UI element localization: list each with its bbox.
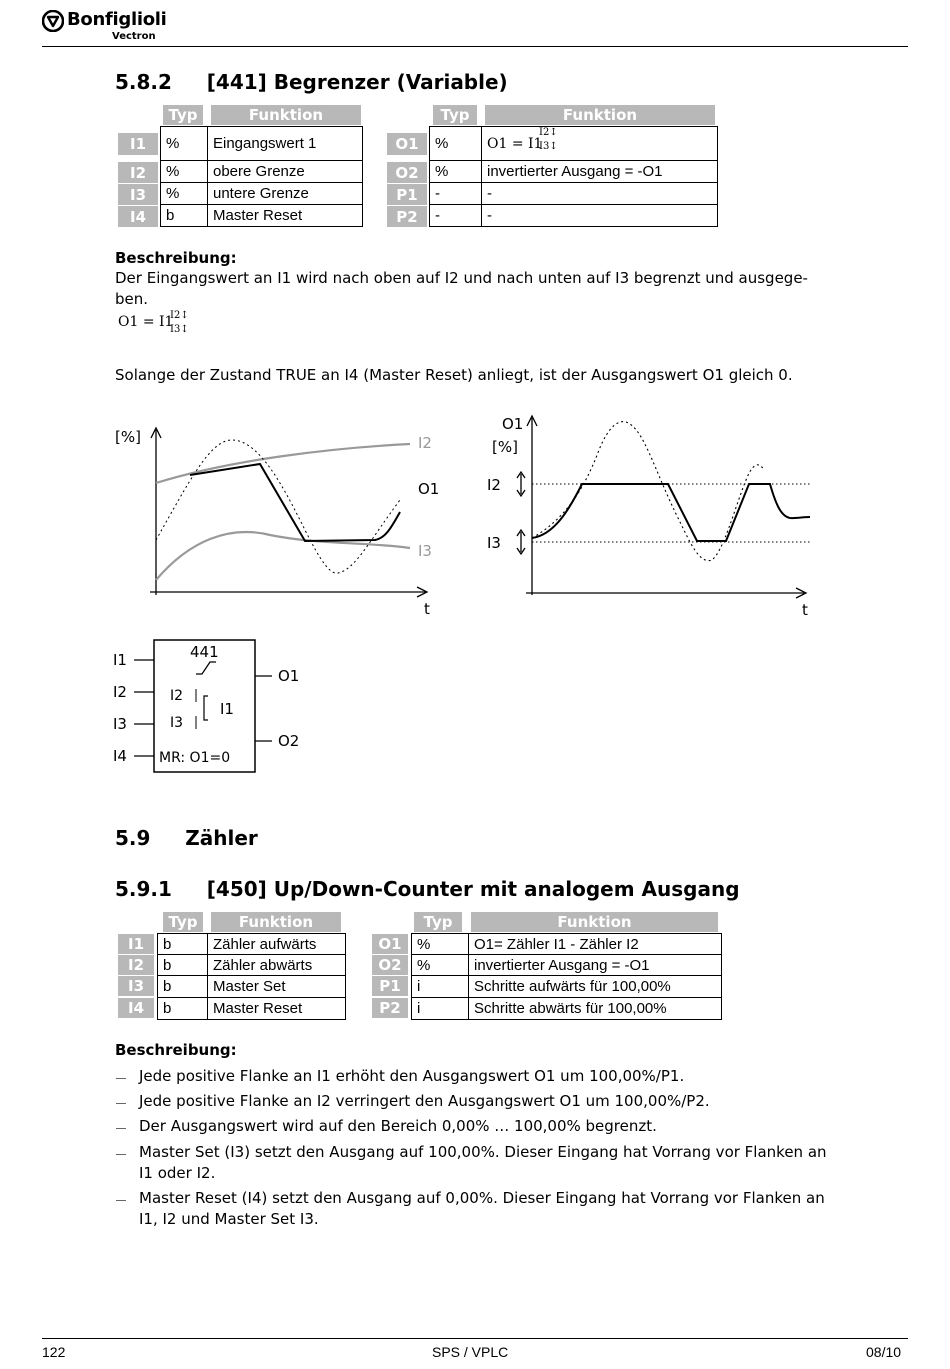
axis-t: t — [424, 600, 430, 618]
series-i1 — [156, 440, 400, 573]
brand-logo — [42, 8, 172, 44]
bullet-dash-icon — [116, 1200, 126, 1201]
section-title-591: 5.9.1 [450] Up/Down-Counter mit analogem Ausgang — [115, 877, 740, 901]
cell-typ: i — [411, 997, 469, 1020]
bracket-icon — [204, 696, 208, 720]
col-header-typ-out: Typ — [414, 912, 462, 932]
cell-funktion: Schritte abwärts für 100,00% — [468, 997, 722, 1020]
cell-typ: b — [157, 975, 208, 998]
brand-name: Bonfiglioli — [67, 9, 167, 30]
row-label-i3: I3 — [118, 976, 154, 996]
limiter-symbol-icon — [196, 662, 216, 674]
formula-block: O1 = I1 I2↕ I3↕ — [118, 310, 189, 335]
cell-typ: % — [160, 160, 208, 183]
description-line: Der Eingangswert an I1 wird nach oben auf I2 und nach unten auf I3 begrenzt und ausgege- — [115, 269, 808, 287]
cell-funktion: invertierter Ausgang = -O1 — [468, 954, 722, 976]
cell-typ: % — [429, 126, 482, 161]
function-block-441 — [110, 634, 330, 784]
bullet-item-continuation: I1 oder I2. — [139, 1164, 216, 1182]
header-rule — [42, 46, 908, 47]
row-label-i3: I3 — [118, 184, 158, 205]
bullet-item: Master Reset (I4) setzt den Ausgang auf 0,00%. Dieser Eingang hat Vorrang vor Flanken an — [139, 1189, 825, 1207]
legend-i3: I3 — [418, 542, 432, 560]
bullet-item: Master Set (I3) setzt den Ausgang auf 100,00%. Dieser Eingang hat Vorrang vor Flanken an — [139, 1143, 827, 1161]
row-label-o1: O1 — [372, 934, 408, 954]
row-label-o2: O2 — [387, 162, 427, 183]
footer-rule — [42, 1338, 908, 1339]
axis-t: t — [802, 601, 808, 619]
cell-funktion: Master Set — [207, 975, 346, 998]
row-label-i1: I1 — [118, 934, 154, 954]
bullet-dash-icon — [116, 1078, 126, 1079]
col-header-funktion-out: Funktion — [485, 105, 715, 125]
footer-date: 08/10 — [866, 1344, 902, 1360]
cell-typ: b — [157, 933, 208, 955]
bullet-item: Jede positive Flanke an I1 erhöht den Ausgangswert O1 um 100,00%/P1. — [139, 1067, 685, 1085]
brand-sub: Vectron — [112, 31, 156, 42]
row-label-i4: I4 — [118, 206, 158, 227]
cell-funktion: - — [481, 204, 718, 227]
cell-typ: % — [429, 160, 482, 183]
row-label-p2: P2 — [372, 998, 408, 1018]
row-label-i2: I2 — [118, 162, 158, 183]
col-header-typ-out: Typ — [433, 105, 477, 125]
bullet-item: Der Ausgangswert wird auf den Bereich 0,00% … 100,00% begrenzt. — [139, 1117, 657, 1135]
formula-o1: O1 = I1 I2↕ I3↕ — [487, 126, 558, 152]
cell-funktion: untere Grenze — [207, 182, 363, 205]
row-label-i2: I2 — [118, 955, 154, 975]
block-in-i2: I2 — [113, 683, 127, 701]
row-label-o1: O1 — [387, 133, 427, 155]
col-header-typ: Typ — [163, 105, 203, 125]
col-header-funktion-out: Funktion — [471, 912, 718, 932]
block-label-i2: I2 — [170, 688, 184, 704]
block-label-i1: I1 — [220, 700, 234, 718]
cell-funktion: Master Reset — [207, 204, 363, 227]
cell-typ: b — [157, 997, 208, 1020]
cell-typ: i — [411, 975, 469, 998]
legend-i2: I2 — [487, 476, 501, 494]
cell-typ: b — [160, 204, 208, 227]
cell-funktion: Schritte aufwärts für 100,00% — [468, 975, 722, 998]
cell-typ: - — [429, 204, 482, 227]
cell-funktion: O1= Zähler I1 - Zähler I2 — [468, 933, 722, 955]
cell-funktion: Zähler aufwärts — [207, 933, 346, 955]
col-header-funktion: Funktion — [211, 105, 361, 125]
legend-o1: O1 — [502, 415, 524, 433]
cell-funktion: invertierter Ausgang = -O1 — [481, 160, 718, 183]
limiter-chart-right — [484, 410, 814, 620]
cell-typ: % — [160, 182, 208, 205]
row-label-i4: I4 — [118, 998, 154, 1018]
block-label-i3: I3 — [170, 715, 184, 731]
description-line: ben. — [115, 290, 149, 308]
block-in-i3: I3 — [113, 715, 127, 733]
chart-ylabel: [%] — [492, 438, 518, 456]
block-in-i4: I4 — [113, 747, 127, 765]
cell-typ: % — [411, 933, 469, 955]
row-label-o2: O2 — [372, 955, 408, 975]
block-out-o2: O2 — [278, 732, 300, 750]
cell-funktion: Zähler abwärts — [207, 954, 346, 976]
cell-typ: % — [160, 126, 208, 161]
legend-i2: I2 — [418, 434, 432, 452]
cell-funktion: obere Grenze — [207, 160, 363, 183]
beschreibung-heading: Beschreibung: — [115, 1041, 237, 1059]
section-title-582: 5.8.2 [441] Begrenzer (Variable) — [115, 70, 508, 94]
page-number: 122 — [42, 1344, 66, 1360]
footer-title: SPS / VPLC — [432, 1344, 509, 1360]
bullet-dash-icon — [116, 1103, 126, 1104]
cell-typ: b — [157, 954, 208, 976]
double-arrow-icon — [517, 472, 525, 554]
row-label-i1: I1 — [118, 133, 158, 155]
block-in-i1: I1 — [113, 651, 127, 669]
bullet-item: Jede positive Flanke an I2 verringert den Ausgangswert O1 um 100,00%/P2. — [139, 1092, 710, 1110]
legend-o1: O1 — [418, 480, 440, 498]
chart-ylabel: [%] — [115, 428, 141, 446]
cell-typ: - — [429, 182, 482, 205]
block-master-reset: MR: O1=0 — [159, 750, 231, 766]
limiter-chart-left — [110, 420, 450, 620]
cell-funktion: Master Reset — [207, 997, 346, 1020]
block-number: 441 — [190, 643, 219, 661]
section-title-59: 5.9 Zähler — [115, 826, 258, 850]
col-header-typ: Typ — [163, 912, 203, 932]
bullet-dash-icon — [116, 1128, 126, 1129]
cell-funktion: - — [481, 182, 718, 205]
row-label-p1: P1 — [372, 976, 408, 996]
description-master-reset: Solange der Zustand TRUE an I4 (Master Reset) anliegt, ist der Ausgangswert O1 gleich 0. — [115, 366, 793, 384]
row-label-p1: P1 — [387, 184, 427, 205]
bullet-dash-icon — [116, 1154, 126, 1155]
block-out-o1: O1 — [278, 667, 300, 685]
cell-funktion: Eingangswert 1 — [207, 126, 363, 161]
series-input — [532, 422, 764, 561]
bonfiglioli-logo-icon — [42, 10, 64, 32]
col-header-funktion: Funktion — [211, 912, 341, 932]
series-i2 — [156, 444, 410, 483]
cell-typ: % — [411, 954, 469, 976]
series-o1 — [190, 464, 400, 541]
beschreibung-heading: Beschreibung: — [115, 249, 237, 267]
legend-i3: I3 — [487, 534, 501, 552]
cell-formula — [481, 126, 718, 161]
series-o1 — [532, 484, 810, 541]
bullet-item-continuation: I1, I2 und Master Set I3. — [139, 1210, 319, 1228]
row-label-p2: P2 — [387, 206, 427, 227]
